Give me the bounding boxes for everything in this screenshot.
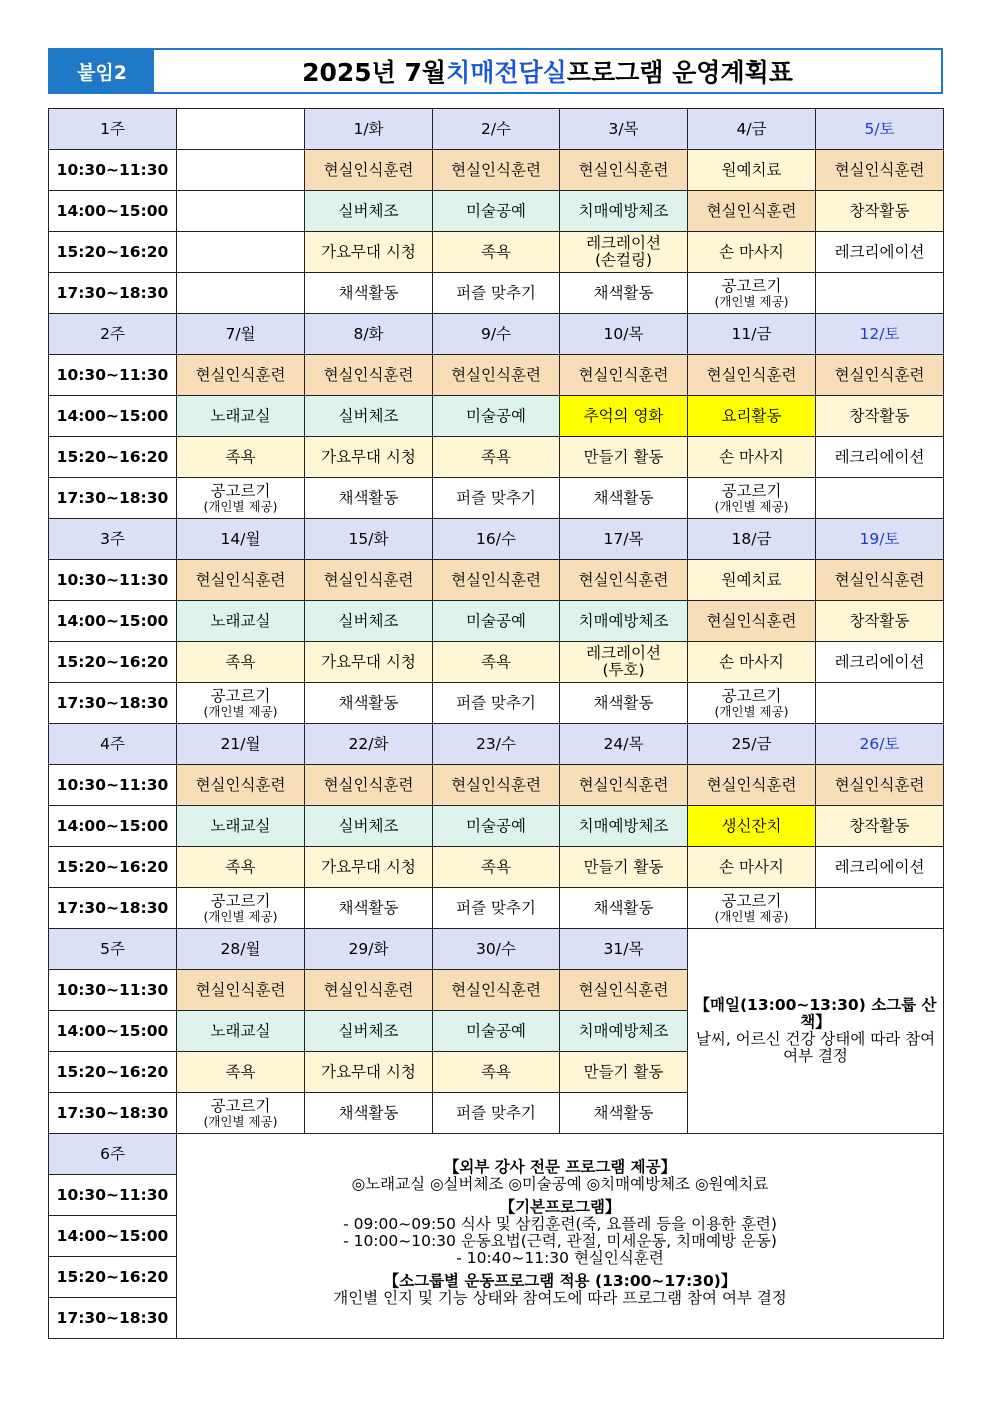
- program-cell: 퍼즐 맞추기: [433, 478, 560, 519]
- time-slot: 15:20~16:20: [49, 232, 177, 273]
- program-cell: 채색활동: [305, 1093, 433, 1134]
- program-cell: 미술공예: [433, 191, 560, 232]
- day-header: 14/월: [177, 519, 305, 560]
- program-cell: 레크리에이션: [816, 437, 944, 478]
- program-cell: 공고르기 (개인별 제공): [177, 1093, 305, 1134]
- program-cell: 채색활동: [560, 888, 688, 929]
- week-label: 5주: [49, 929, 177, 970]
- schedule-row: [49, 560, 944, 601]
- program-cell: 현실인식훈련: [305, 560, 433, 601]
- program-cell: 레크리에이션: [816, 232, 944, 273]
- program-cell: 족욕: [177, 1052, 305, 1093]
- program-cell: 퍼즐 맞추기: [433, 888, 560, 929]
- program-cell: 퍼즐 맞추기: [433, 1093, 560, 1134]
- program-cell: [177, 273, 305, 314]
- day-header: 21/월: [177, 724, 305, 765]
- schedule-row: [49, 806, 944, 847]
- program-cell: 현실인식훈련: [816, 355, 944, 396]
- time-slot: 14:00~15:00: [49, 1011, 177, 1052]
- schedule-row: [49, 232, 944, 273]
- day-header: 23/수: [433, 724, 560, 765]
- day-header: 22/화: [305, 724, 433, 765]
- day-header: 9/수: [433, 314, 560, 355]
- schedule-row: [49, 437, 944, 478]
- program-cell: 노래교실: [177, 396, 305, 437]
- day-header: 1/화: [305, 109, 433, 150]
- program-cell: 실버체조: [305, 806, 433, 847]
- walk-note: 【매일(13:00~13:30) 소그룹 산책】 날씨, 어르신 건강 상태에 따라 참여 여부 결정: [688, 929, 944, 1134]
- program-cell: 미술공예: [433, 1011, 560, 1052]
- time-slot: 14:00~15:00: [49, 601, 177, 642]
- program-cell: 공고르기 (개인별 제공): [177, 478, 305, 519]
- program-cell: 현실인식훈련: [305, 970, 433, 1011]
- program-cell: 노래교실: [177, 1011, 305, 1052]
- program-cell: 만들기 활동: [560, 1052, 688, 1093]
- program-cell: 치매예방체조: [560, 1011, 688, 1052]
- schedule-row: [49, 191, 944, 232]
- program-cell: 미술공예: [433, 601, 560, 642]
- time-slot: 14:00~15:00: [49, 191, 177, 232]
- program-cell: 치매예방체조: [560, 191, 688, 232]
- day-header: 10/목: [560, 314, 688, 355]
- week-header-row: [49, 929, 944, 970]
- program-cell: 미술공예: [433, 396, 560, 437]
- day-header: 3/목: [560, 109, 688, 150]
- program-cell: 현실인식훈련: [433, 355, 560, 396]
- day-header: 25/금: [688, 724, 816, 765]
- day-header: 12/토: [816, 314, 944, 355]
- program-cell: 현실인식훈련: [433, 560, 560, 601]
- program-cell: 현실인식훈련: [433, 150, 560, 191]
- program-cell: 공고르기 (개인별 제공): [688, 273, 816, 314]
- program-cell: 채색활동: [560, 683, 688, 724]
- title-accent: 치매전담실: [446, 58, 567, 87]
- program-cell: 공고르기 (개인별 제공): [688, 478, 816, 519]
- program-cell: 현실인식훈련: [688, 355, 816, 396]
- program-cell: 현실인식훈련: [305, 355, 433, 396]
- program-cell: 현실인식훈련: [177, 355, 305, 396]
- day-header: 16/수: [433, 519, 560, 560]
- page-title: 2025년 7월 치매전담실 프로그램 운영계획표: [154, 50, 941, 92]
- week-header-row: [49, 519, 944, 560]
- attachment-tag: 붙임2: [50, 50, 154, 92]
- time-slot: 15:20~16:20: [49, 642, 177, 683]
- day-header: 4/금: [688, 109, 816, 150]
- time-slot: 17:30~18:30: [49, 683, 177, 724]
- program-cell: 현실인식훈련: [560, 150, 688, 191]
- program-cell: 현실인식훈련: [688, 191, 816, 232]
- program-cell: [177, 191, 305, 232]
- program-cell: 손 마사지: [688, 437, 816, 478]
- schedule-row: [49, 355, 944, 396]
- program-cell: 현실인식훈련: [560, 560, 688, 601]
- program-cell: [177, 232, 305, 273]
- program-cell: 채색활동: [560, 273, 688, 314]
- week-header-row: [49, 109, 944, 150]
- program-cell: 현실인식훈련: [177, 560, 305, 601]
- program-cell: 요리활동: [688, 396, 816, 437]
- day-header: 26/토: [816, 724, 944, 765]
- program-cell: 현실인식훈련: [816, 765, 944, 806]
- schedule-row: [49, 847, 944, 888]
- program-cell: 족욕: [433, 1052, 560, 1093]
- program-cell: 채색활동: [305, 478, 433, 519]
- program-cell: 치매예방체조: [560, 806, 688, 847]
- program-cell: 족욕: [433, 642, 560, 683]
- program-cell: 만들기 활동: [560, 437, 688, 478]
- program-cell: [816, 273, 944, 314]
- schedule-row: [49, 478, 944, 519]
- program-cell: 현실인식훈련: [688, 765, 816, 806]
- program-cell: 추억의 영화: [560, 396, 688, 437]
- week-label: 2주: [49, 314, 177, 355]
- time-slot: 14:00~15:00: [49, 396, 177, 437]
- day-header: 18/금: [688, 519, 816, 560]
- program-cell: 노래교실: [177, 601, 305, 642]
- time-slot: 15:20~16:20: [49, 1257, 177, 1298]
- program-cell: 손 마사지: [688, 847, 816, 888]
- program-cell: 실버체조: [305, 601, 433, 642]
- title-bar: [48, 48, 943, 94]
- program-info: 【외부 강사 전문 프로그램 제공】 ◎노래교실 ◎실버체조 ◎미술공예 ◎치매예방체조 ◎원예치료 【기본프로그램】 - 09:00~09:50 식사 및 삼킴훈련(죽, 요플레 등을 이용한 훈련) - 10:00~10:30 운동요법(근력, 관절, 미세운동, 치매예방 운동) - 10:40~11:30 현실인식훈련 【소그룹별 운동프로그램 적용 (13:00~17:30)】 개인별 인지 및 기능 상태와 참여도에 따라 프로그램 참여 여부 결정: [177, 1134, 944, 1339]
- program-cell: 실버체조: [305, 1011, 433, 1052]
- week-header-row: [49, 724, 944, 765]
- program-cell: 현실인식훈련: [688, 601, 816, 642]
- program-cell: 현실인식훈련: [177, 765, 305, 806]
- program-cell: 현실인식훈련: [177, 970, 305, 1011]
- schedule-row: [49, 601, 944, 642]
- program-cell: 가요무대 시청: [305, 232, 433, 273]
- time-slot: 10:30~11:30: [49, 1175, 177, 1216]
- time-slot: 17:30~18:30: [49, 1093, 177, 1134]
- program-cell: 퍼즐 맞추기: [433, 683, 560, 724]
- program-cell: 치매예방체조: [560, 601, 688, 642]
- program-cell: 가요무대 시청: [305, 1052, 433, 1093]
- program-cell: 실버체조: [305, 191, 433, 232]
- program-cell: 현실인식훈련: [816, 150, 944, 191]
- program-cell: 손 마사지: [688, 642, 816, 683]
- schedule-row: [49, 888, 944, 929]
- day-header: 30/수: [433, 929, 560, 970]
- week-label: 1주: [49, 109, 177, 150]
- program-cell: [816, 683, 944, 724]
- day-header: 7/월: [177, 314, 305, 355]
- schedule-row: [49, 396, 944, 437]
- day-header: 31/목: [560, 929, 688, 970]
- program-cell: 공고르기 (개인별 제공): [688, 683, 816, 724]
- schedule-row: [49, 642, 944, 683]
- program-cell: 현실인식훈련: [560, 765, 688, 806]
- program-cell: 채색활동: [305, 683, 433, 724]
- program-cell: 가요무대 시청: [305, 847, 433, 888]
- program-cell: 창작활동: [816, 806, 944, 847]
- week-label: 3주: [49, 519, 177, 560]
- time-slot: 14:00~15:00: [49, 806, 177, 847]
- program-cell: 레크레이션 (손컬링): [560, 232, 688, 273]
- time-slot: 10:30~11:30: [49, 355, 177, 396]
- schedule-row: [49, 273, 944, 314]
- program-cell: 창작활동: [816, 396, 944, 437]
- program-cell: 족욕: [177, 847, 305, 888]
- program-cell: 공고르기 (개인별 제공): [177, 683, 305, 724]
- time-slot: 10:30~11:30: [49, 560, 177, 601]
- program-cell: 생신잔치: [688, 806, 816, 847]
- week-header-row: [49, 314, 944, 355]
- day-header: 15/화: [305, 519, 433, 560]
- time-slot: 17:30~18:30: [49, 273, 177, 314]
- program-cell: 미술공예: [433, 806, 560, 847]
- program-cell: 원예치료: [688, 560, 816, 601]
- day-header: 28/월: [177, 929, 305, 970]
- program-cell: 레크리에이션: [816, 642, 944, 683]
- schedule-row: [49, 150, 944, 191]
- day-header: [177, 109, 305, 150]
- time-slot: 10:30~11:30: [49, 150, 177, 191]
- day-header: 17/목: [560, 519, 688, 560]
- program-cell: 채색활동: [560, 1093, 688, 1134]
- day-header: 11/금: [688, 314, 816, 355]
- day-header: 19/토: [816, 519, 944, 560]
- time-slot: 14:00~15:00: [49, 1216, 177, 1257]
- program-cell: [816, 478, 944, 519]
- program-cell: 족욕: [433, 232, 560, 273]
- program-cell: 노래교실: [177, 806, 305, 847]
- time-slot: 15:20~16:20: [49, 1052, 177, 1093]
- program-cell: 레크레이션 (투호): [560, 642, 688, 683]
- week-label: 4주: [49, 724, 177, 765]
- program-cell: 채색활동: [305, 273, 433, 314]
- program-cell: 현실인식훈련: [433, 765, 560, 806]
- time-slot: 10:30~11:30: [49, 970, 177, 1011]
- program-cell: [177, 150, 305, 191]
- program-cell: 실버체조: [305, 396, 433, 437]
- time-slot: 10:30~11:30: [49, 765, 177, 806]
- schedule-row: [49, 683, 944, 724]
- program-cell: 창작활동: [816, 601, 944, 642]
- schedule-row: [49, 765, 944, 806]
- program-cell: 족욕: [177, 642, 305, 683]
- day-header: 5/토: [816, 109, 944, 150]
- program-cell: 채색활동: [560, 478, 688, 519]
- program-cell: 현실인식훈련: [560, 970, 688, 1011]
- program-cell: 공고르기 (개인별 제공): [688, 888, 816, 929]
- program-cell: 현실인식훈련: [560, 355, 688, 396]
- program-cell: 족욕: [433, 437, 560, 478]
- schedule-table: [48, 108, 944, 1339]
- program-cell: 채색활동: [305, 888, 433, 929]
- program-cell: 현실인식훈련: [433, 970, 560, 1011]
- time-slot: 15:20~16:20: [49, 847, 177, 888]
- program-cell: 공고르기 (개인별 제공): [177, 888, 305, 929]
- time-slot: 15:20~16:20: [49, 437, 177, 478]
- program-cell: 족욕: [177, 437, 305, 478]
- program-cell: 레크리에이션: [816, 847, 944, 888]
- program-cell: [816, 888, 944, 929]
- program-cell: 족욕: [433, 847, 560, 888]
- program-cell: 현실인식훈련: [816, 560, 944, 601]
- program-cell: 퍼즐 맞추기: [433, 273, 560, 314]
- week-label: 6주: [49, 1134, 177, 1175]
- program-cell: 창작활동: [816, 191, 944, 232]
- program-cell: 현실인식훈련: [305, 150, 433, 191]
- day-header: 8/화: [305, 314, 433, 355]
- time-slot: 17:30~18:30: [49, 478, 177, 519]
- program-cell: 가요무대 시청: [305, 642, 433, 683]
- program-cell: 현실인식훈련: [305, 765, 433, 806]
- program-cell: 손 마사지: [688, 232, 816, 273]
- program-cell: 만들기 활동: [560, 847, 688, 888]
- time-slot: 17:30~18:30: [49, 1298, 177, 1339]
- day-header: 24/목: [560, 724, 688, 765]
- day-header: 2/수: [433, 109, 560, 150]
- time-slot: 17:30~18:30: [49, 888, 177, 929]
- program-cell: 가요무대 시청: [305, 437, 433, 478]
- program-cell: 원예치료: [688, 150, 816, 191]
- day-header: 29/화: [305, 929, 433, 970]
